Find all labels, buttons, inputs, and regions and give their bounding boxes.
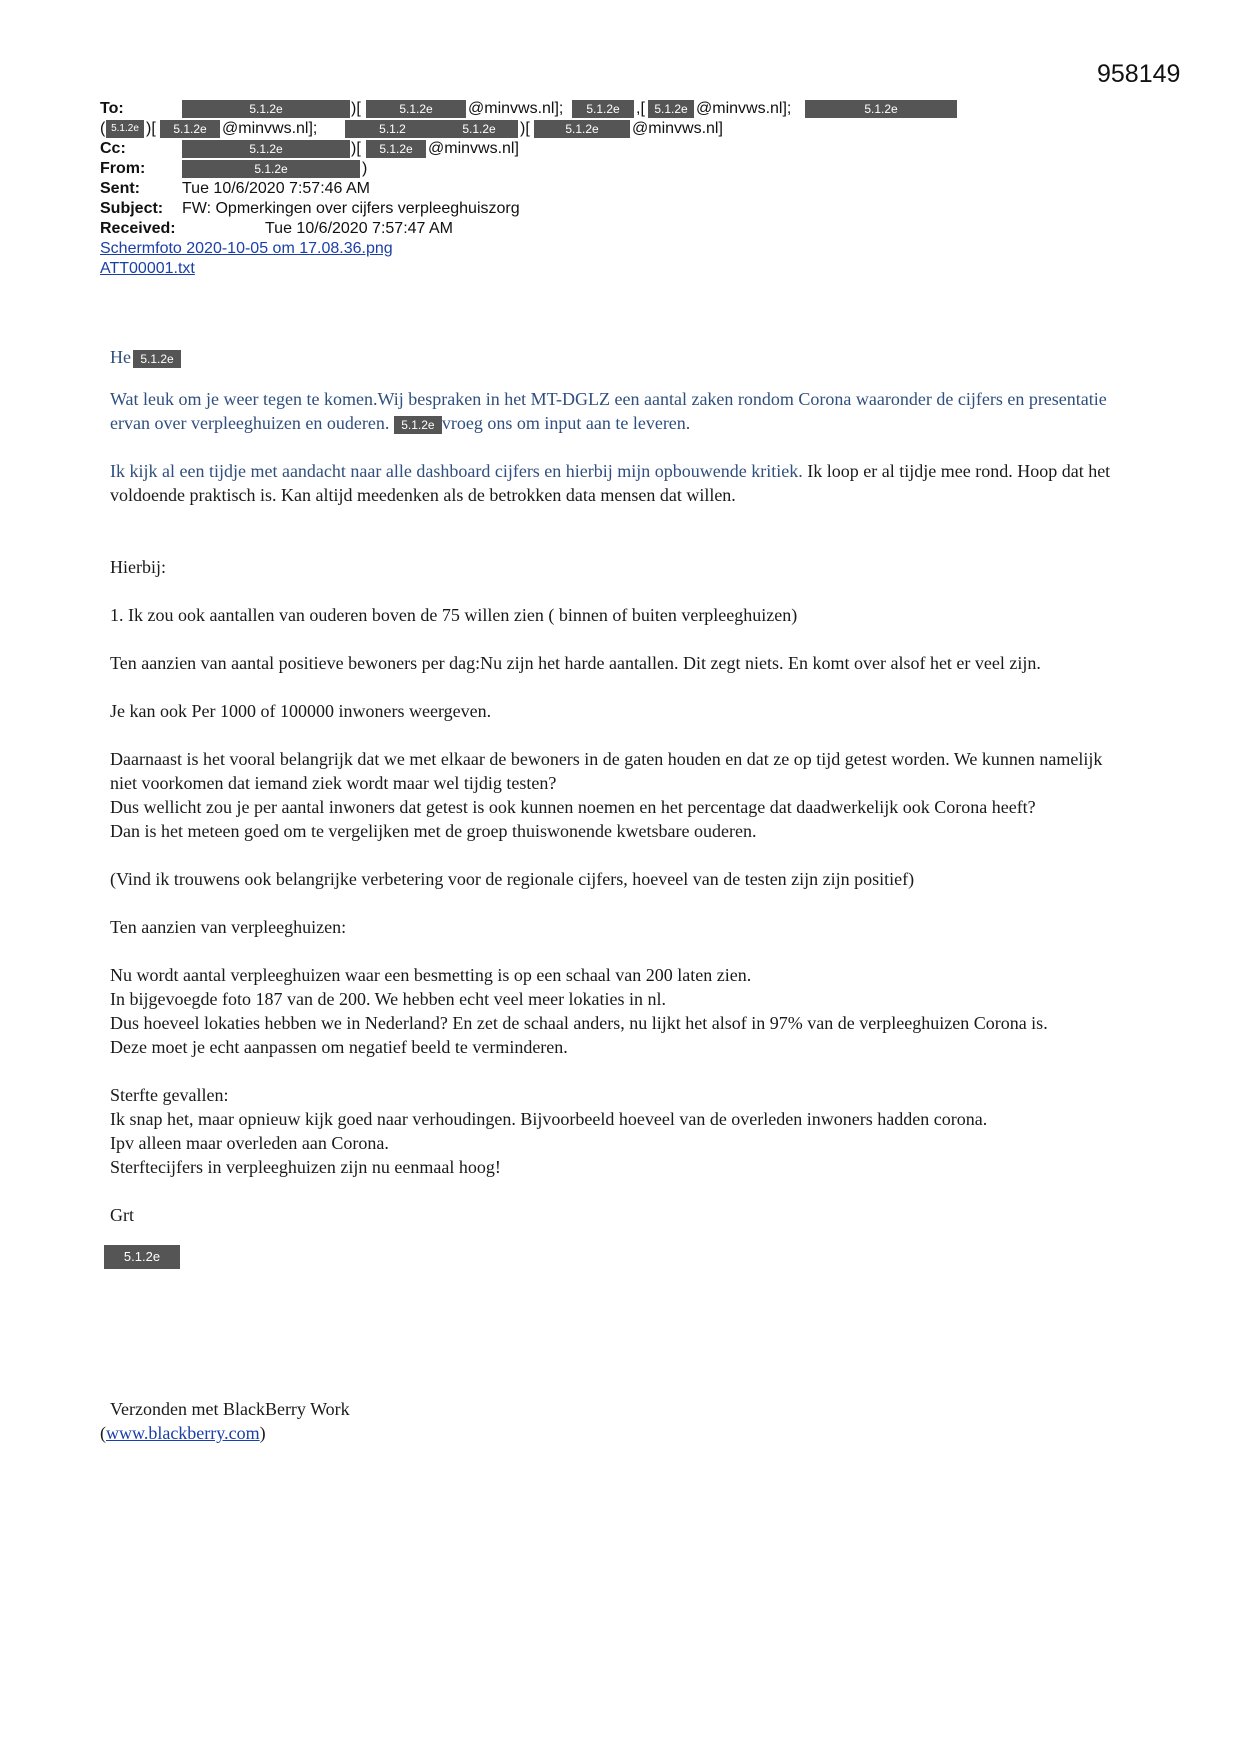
redaction-box: 5.1.2e [366,100,466,118]
cc-label: Cc: [100,140,126,157]
redaction-box: 5.1.2e [534,120,630,138]
redaction-box: 5.1.2e [805,100,957,118]
paragraph: Hierbij: [110,557,166,577]
email-domain: @minvws.nl]; [468,100,564,117]
email-domain: @minvws.nl] [632,120,723,137]
subject-label: Subject: [100,200,164,217]
footer-link-row: (www.blackberry.com) [100,1423,266,1443]
received-label: Received: [100,220,176,237]
from-row: From: 5.1.2e ) [100,160,368,177]
redaction-box: 5.1.2e [133,350,181,368]
redaction-box: 5.1.2e [366,140,426,158]
redaction-box: 5.1.2e [394,416,442,434]
greeting: He 5.1.2e [110,345,1130,369]
email-body [110,345,1130,1269]
sent-row [100,179,1200,199]
paragraph: (Vind ik trouwens ook belangrijke verbetering voor de regionale cijfers, hoeveel van de testen zijn zijn positief) [110,869,915,889]
email-header [100,99,1200,279]
subject-row [100,199,1200,219]
redaction-box: 5.1.2e [648,100,694,118]
paragraph: Wat leuk om je weer tegen te komen.Wij bespraken in het MT-DGLZ een aantal zaken rondom Corona waaronder de cijfers en presentatie ervan over verpleeghuizen en ouderen. 5.1.2e vroeg ons om input aan te leveren. [110,389,1107,433]
attachment-row [100,239,1200,259]
to-label: To: [100,100,124,117]
cc-row: Cc: 5.1.2e )[ 5.1.2e @minvws.nl] [100,140,519,157]
redaction-box: 5.1.2e [160,120,220,138]
redaction-box: 5.1.2e [106,120,144,138]
email-domain: @minvws.nl] [428,140,519,157]
redaction-box: 5.1.2e [182,160,360,178]
paragraph: Ik kijk al een tijdje met aandacht naar alle dashboard cijfers en hierbij mijn opbouwende kritiek. Ik loop er al tijdje mee rond. Hoop dat het voldoende praktisch is. Kan altijd meedenken als de betrokken data mensen dat willen. [110,461,1111,505]
from-label: From: [100,160,146,177]
email-footer [100,1397,350,1445]
attachment-link-screenshot[interactable]: Schermfoto 2020-10-05 om 17.08.36.png [100,240,393,257]
sent-value: Tue 10/6/2020 7:57:46 AM [182,180,370,197]
paragraph: 1. Ik zou ook aantallen van ouderen boven de 75 willen zien ( binnen of buiten verpleeghuizen) [110,605,798,625]
to-continuation-row: ( 5.1.2e )[ 5.1.2e @minvws.nl]; 5.1.2 5.1.2e )[ 5.1.2e @minvws.nl] [100,120,723,137]
attachment-row [100,259,1200,279]
sent-label: Sent: [100,180,140,197]
paragraph: Je kan ook Per 1000 of 100000 inwoners weergeven. [110,701,492,721]
redaction-box: 5.1.2e [182,140,350,158]
subject-value: FW: Opmerkingen over cijfers verpleeghuiszorg [182,200,520,217]
redaction-box: 5.1.2 [345,120,440,138]
received-value: Tue 10/6/2020 7:57:47 AM [265,220,453,237]
redaction-box: 5.1.2e [182,100,350,118]
redaction-box: 5.1.2e [440,120,518,138]
signature-redaction [110,1243,1130,1269]
closing: Grt [110,1205,134,1225]
email-domain: @minvws.nl]; [222,120,318,137]
paragraph: Ten aanzien van aantal positieve bewoners per dag:Nu zijn het harde aantallen. Dit zegt niets. En komt over alsof het er veel zijn. [110,653,1041,673]
paragraph: Ten aanzien van verpleeghuizen: [110,917,347,937]
sent-with-text: Verzonden met BlackBerry Work [110,1399,350,1419]
redaction-box: 5.1.2e [572,100,634,118]
redaction-box: 5.1.2e [104,1245,180,1269]
paragraph: Daarnaast is het vooral belangrijk dat we met elkaar de bewoners in de gaten houden en dat ze op tijd getest worden. We kunnen namelijk niet voorkomen dat iemand ziek wordt maar wel tijdig testen? Dus wellicht zou je per aantal inwoners dat getest is ook kunnen noemen en het percentage dat daadwerkelijk ook Corona heeft? Dan is het meteen goed om te vergelijken met de groep thuiswonende kwetsbare ouderen. [110,749,1103,841]
document-number: 958149 [1097,60,1181,88]
received-row [100,219,1200,239]
paragraph: Nu wordt aantal verpleeghuizen waar een besmetting is op een schaal van 200 laten zien. In bijgevoegde foto 187 van de 200. We hebben echt veel meer lokaties in nl. Dus hoeveel lokaties hebben we in Nederland? En zet de schaal anders, nu lijkt het alsof in 97% van de verpleeghuizen Corona is. Deze moet je echt aanpassen om negatief beeld te verminderen. [110,965,1048,1057]
blackberry-link[interactable]: www.blackberry.com [106,1423,260,1443]
email-domain: @minvws.nl]; [696,100,792,117]
to-row: To: 5.1.2e )[ 5.1.2e @minvws.nl]; 5.1.2e ,[ 5.1.2e @minvws.nl]; 5.1.2e [100,99,1200,119]
attachment-link-txt[interactable]: ATT00001.txt [100,260,195,277]
paragraph: Sterfte gevallen: Ik snap het, maar opnieuw kijk goed naar verhoudingen. Bijvoorbeeld hoeveel van de overleden inwoners hadden corona. Ipv alleen maar overleden aan Corona. Sterftecijfers in verpleeghuizen zijn nu eenmaal hoog! [110,1085,988,1177]
